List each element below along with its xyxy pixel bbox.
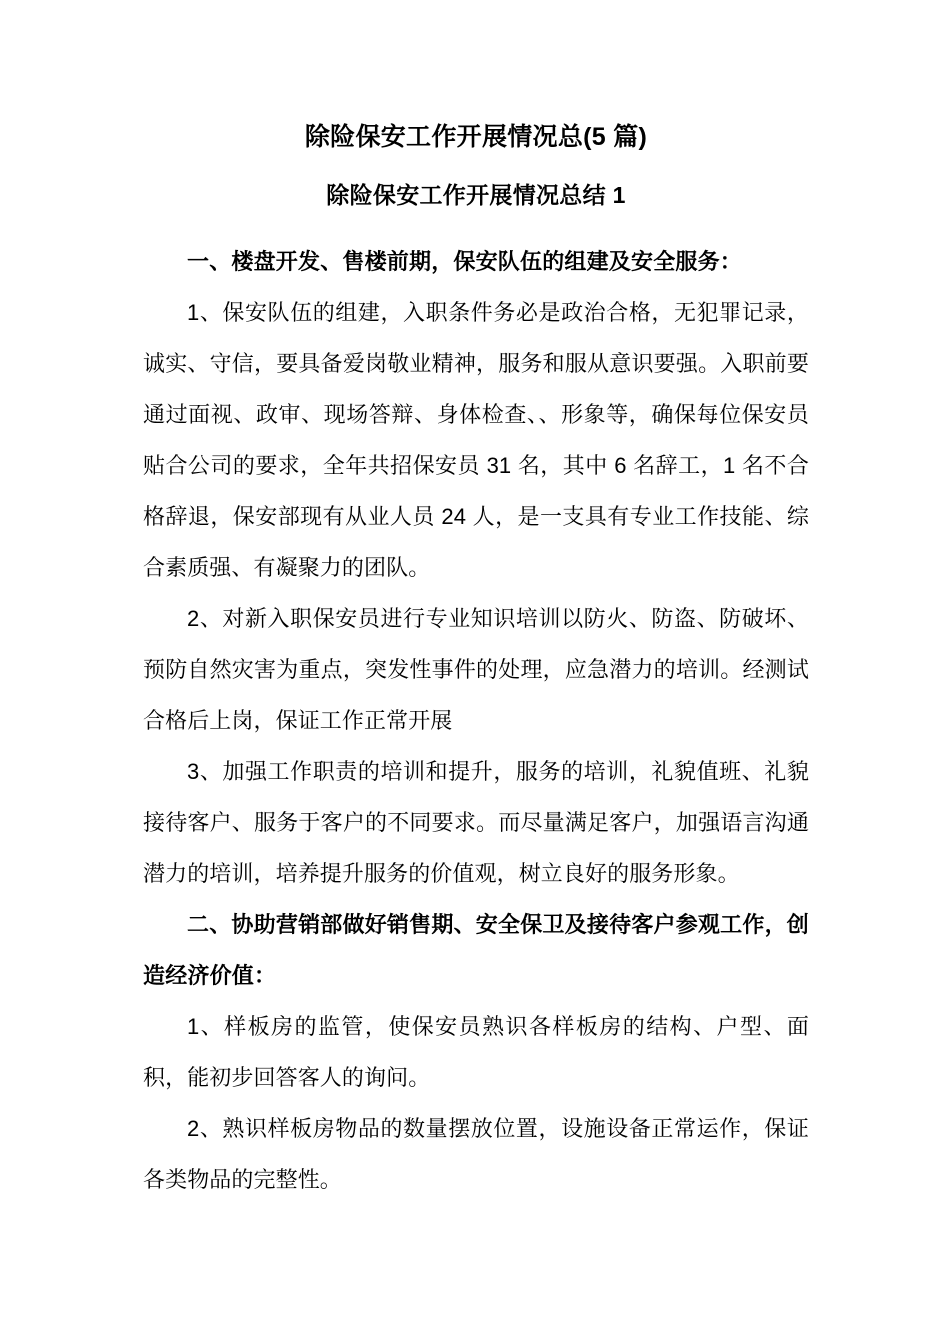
document-body <box>143 118 809 1205</box>
section-1-paragraph-1: 1、保安队伍的组建，入职条件务必是政治合格，无犯罪记录，诚实、守信，要具备爱岗敬业精神，服务和服从意识要强。入职前要通过面视、政审、现场答辩、身体检查、、形象等，确保每位保安员贴合公司的要求，全年共招保安员 31 名，其中 6 名辞工，1 名不合格辞退，保安部现有从业人员 24 人，是一支具有专业工作技能、综合素质强、有凝聚力的团队。 <box>143 300 809 580</box>
section-2-paragraph-2: 2、熟识样板房物品的数量摆放位置，设施设备正常运作，保证各类物品的完整性。 <box>143 1116 809 1192</box>
document-subtitle: 除险保安工作开展情况总结 1 <box>326 182 626 208</box>
section-1-paragraph-3: 3、加强工作职责的培训和提升，服务的培训，礼貌值班、礼貌接待客户、服务于客户的不同要求。而尽量满足客户，加强语言沟通潜力的培训，培养提升服务的价值观，树立良好的服务形象。 <box>143 759 809 886</box>
section-2-paragraph-1: 1、样板房的监管，使保安员熟识各样板房的结构、户型、面积，能初步回答客人的询问。 <box>143 1014 809 1090</box>
section-heading-2: 二、协助营销部做好销售期、安全保卫及接待客户参观工作，创造经济价值： <box>143 912 809 988</box>
document-title: 除险保安工作开展情况总(5 篇) <box>304 123 648 151</box>
section-1-paragraph-2: 2、对新入职保安员进行专业知识培训以防火、防盗、防破坏、预防自然灾害为重点，突发性事件的处理，应急潜力的培训。经测试合格后上岗，保证工作正常开展 <box>143 606 809 733</box>
section-heading-1: 一、楼盘开发、售楼前期，保安队伍的组建及安全服务： <box>187 249 743 274</box>
